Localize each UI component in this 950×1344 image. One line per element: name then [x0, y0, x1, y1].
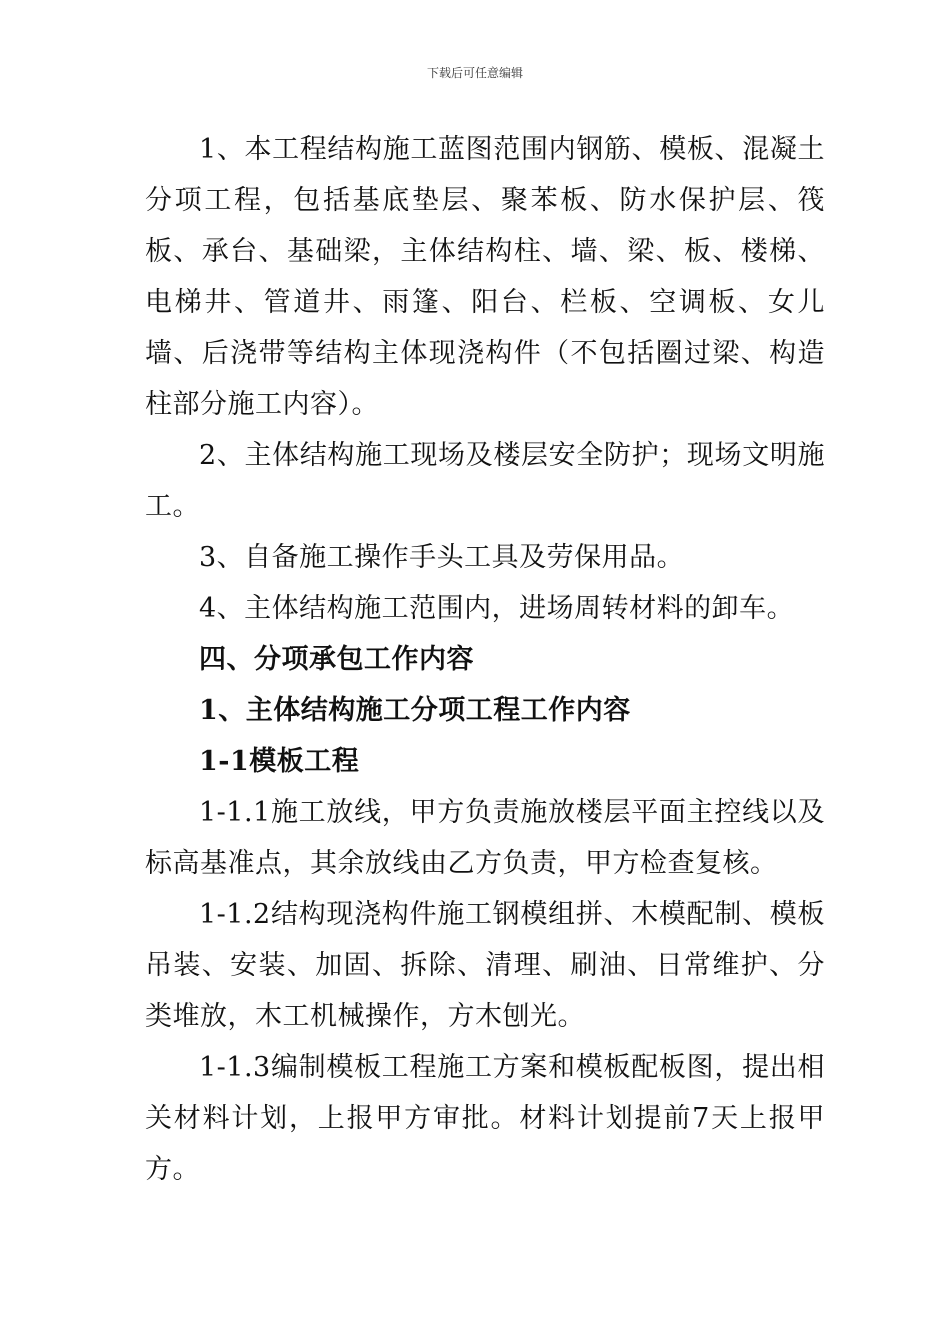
paragraph-1-1-3: 1-1.3编制模板工程施工方案和模板配板图，提出相关材料计划，上报甲方审批。材料计划提前7天上报甲方。	[145, 1052, 825, 1185]
subsection-heading-1: 1、主体结构施工分项工程工作内容	[199, 695, 631, 726]
paragraph-scope-4: 4、主体结构施工范围内，进场周转材料的卸车。	[199, 593, 795, 624]
subsection-heading-1-1: 1-1模板工程	[199, 746, 360, 777]
document-body	[145, 124, 825, 1195]
header-note: 下载后可任意编辑	[426, 66, 523, 80]
paragraph-scope-2: 2、主体结构施工现场及楼层安全防护；现场文明施工。	[145, 440, 825, 522]
paragraph-scope-3: 3、自备施工操作手头工具及劳保用品。	[199, 542, 685, 573]
paragraph-1-1-1: 1-1.1施工放线，甲方负责施放楼层平面主控线以及标高基准点，其余放线由乙方负责，甲方检查复核。	[145, 797, 825, 879]
section-heading-4: 四、分项承包工作内容	[199, 644, 474, 675]
paragraph-scope-1: 1、本工程结构施工蓝图范围内钢筋、模板、混凝土分项工程，包括基底垫层、聚苯板、防水保护层、筏板、承台、基础梁，主体结构柱、墙、梁、板、楼梯、电梯井、管道井、雨篷、阳台、栏板、空调板、女儿墙、后浇带等结构主体现浇构件（不包括圈过梁、构造柱部分施工内容）。	[145, 134, 825, 420]
paragraph-1-1-2: 1-1.2结构现浇构件施工钢模组拼、木模配制、模板吊装、安装、加固、拆除、清理、刷油、日常维护、分类堆放，木工机械操作，方木刨光。	[145, 899, 825, 1032]
